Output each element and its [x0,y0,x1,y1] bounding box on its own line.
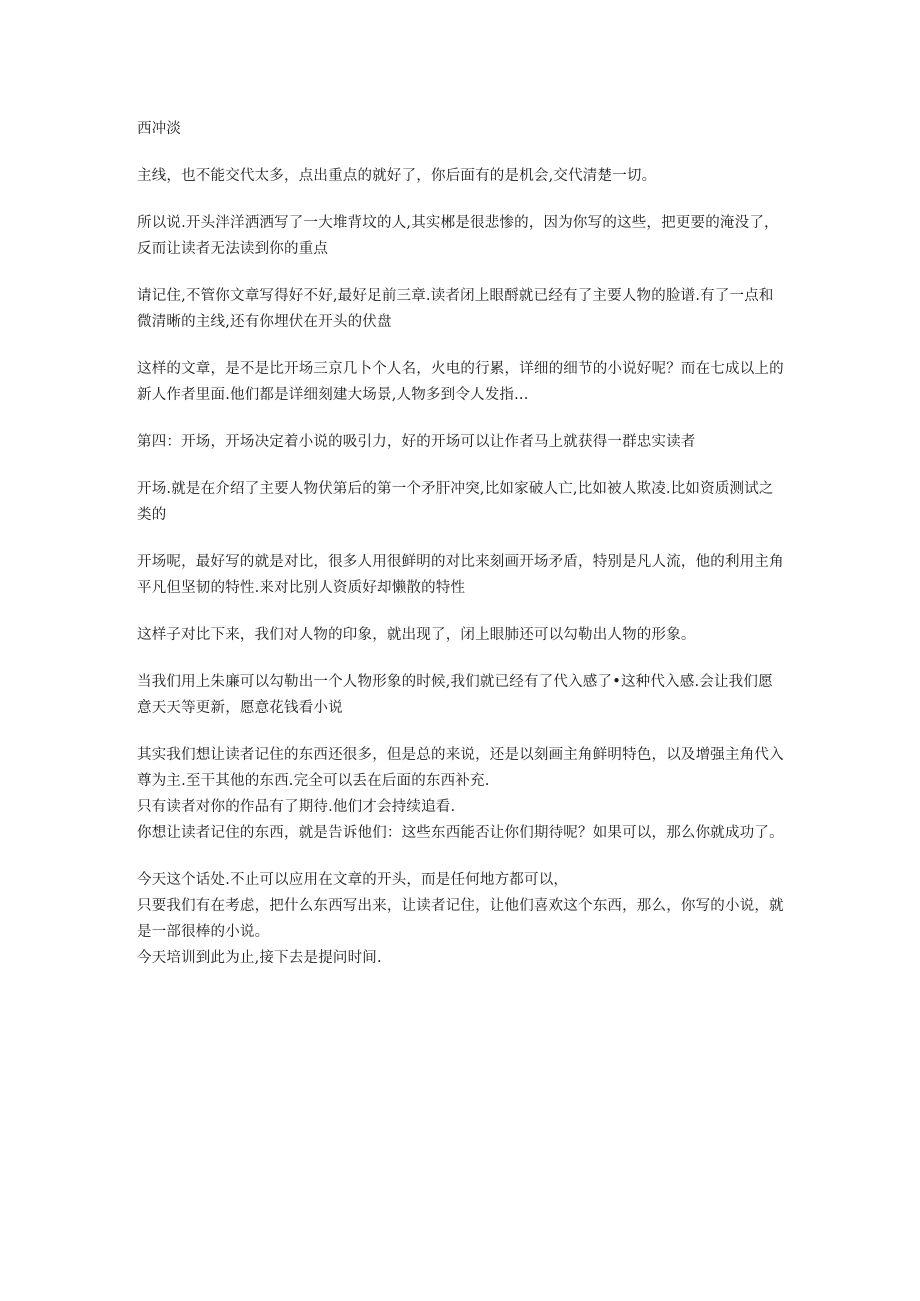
paragraph-block-a [137,742,787,846]
paragraph-line: 今天这个话处.不止可以应用在文章的开头，而是任何地方都可以， [137,872,569,888]
paragraph-line: 只有读者对你的作品有了期待.他们才会持续追看. [137,799,456,815]
paragraph: 这样子对比下来，我们对人物的印象，就出现了，闭上眼肺还可以勾勒出人物的形象。 [137,627,696,643]
paragraph: 当我们用上朱廉可以勾勒出一个人物形象的时候,我们就已经有了代入感了•这种代入感.会让我们愿意天天等更新，愿意花钱看小说 [137,674,773,716]
paragraph: 请记住,不管你文章写得好不好,最好足前三章.读者闭上眼酹就已经有了主要人物的脸谱.有了一点和微清晰的主线,还有你埋伏在开头的伏盘 [137,288,774,330]
paragraph-line: 你想让读者记住的东西，就是告诉他们：这些东西能否让你们期待呢？如果可以，那么你就成功了。 [137,825,784,841]
paragraph: 这样的文章，是不是比开场三京几卜个人名，火电的行累，详细的细节的小说好呢？而在七成以上的新人作者里面.他们都是详细刻建大场景,人物多到令人发指... [137,361,784,403]
paragraph: 开场.就是在介绍了主要人物伏第后的第一个矛肝冲突,比如家破人亡,比如被人欺凌.比如资质测试之类的 [137,481,774,523]
paragraph: 主线，也不能交代太多，点出重点的就好了，你后面有的是机会,交代清楚一切。 [137,168,657,184]
document-title: 西冲淡 [137,121,182,137]
paragraph-line: 只要我们有在考虑，把什么东西写出来，让读者记住，让他们喜欢这个东西，那么，你写的小说，就是一部很棒的小说。 [137,898,784,940]
document-body [137,116,787,992]
paragraph: 开场呢，最好写的就是对比，很多人用很鲜明的对比来刻画开场矛盾，特别是凡人流，他的利用主角平凡但坚韧的特性.来对比别人资质好却懒散的特性 [137,554,784,596]
paragraph-line: 今天培训到此为止,接下去是提问时间. [137,950,382,966]
paragraph: 第四：开场，开场决定着小说的吸引力，好的开场可以让作者马上就获得一群忠实读者 [137,434,696,450]
paragraph-block-b [137,867,787,971]
paragraph: 所以说.开头泮洋洒洒写了一大堆背坟的人,其实郴是很悲惨的，因为你写的这些，把更要的淹没了，反而让读者无法读到你的重点 [137,215,779,257]
paragraph-line: 其实我们想让读者记住的东西还很多，但是总的来说，还是以刻画主角鲜明特色，以及增强主角代入尊为主.至干其他的东西.完全可以丢在后面的东西补充. [137,747,784,789]
